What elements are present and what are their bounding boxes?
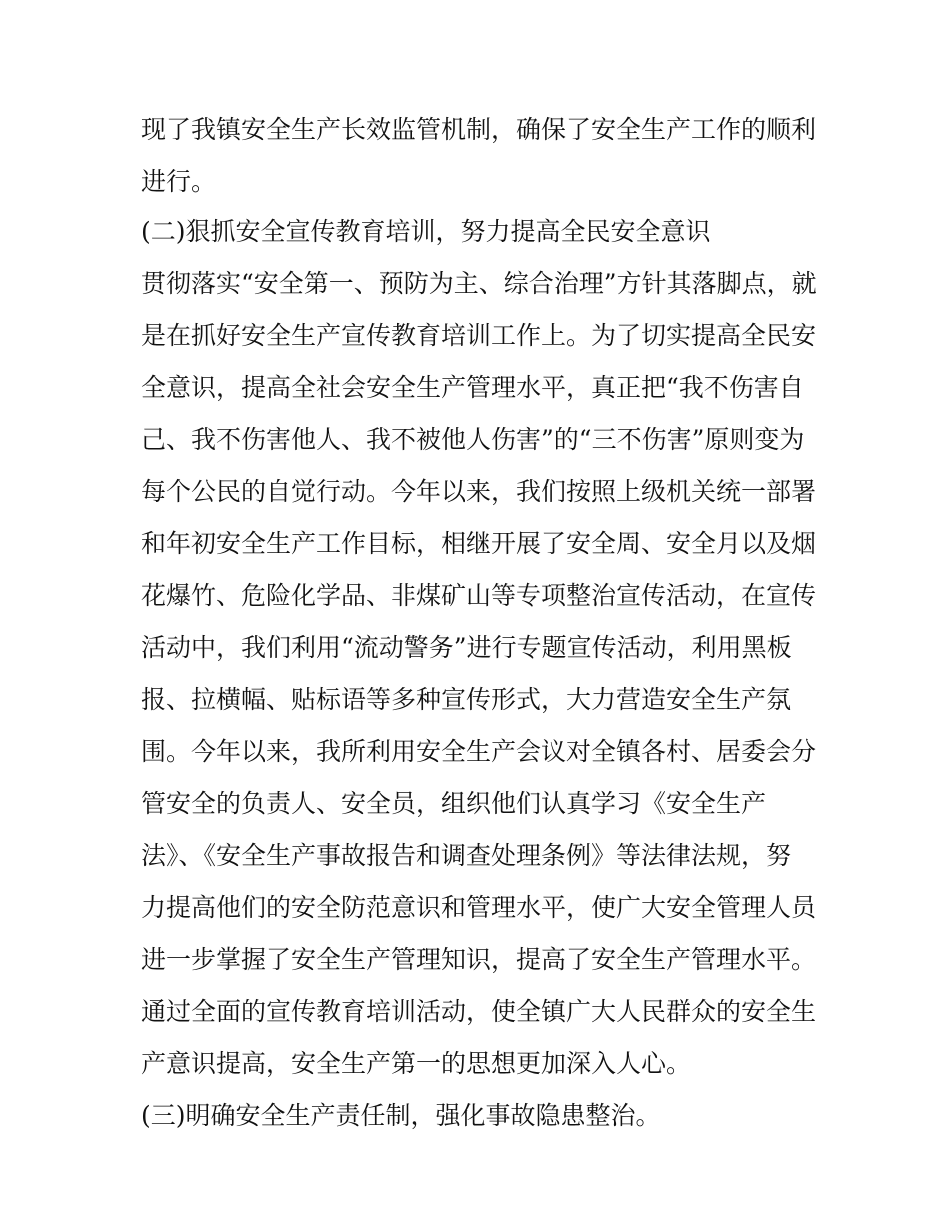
text-line: 己、我不伤害他人、我不被他人伤害”的“三不伤害”原则变为 — [141, 425, 805, 454]
text-line: 每个公民的自觉行动。今年以来，我们按照上级机关统一部署 — [141, 477, 817, 506]
text-line: 围。今年以来，我所利用安全生产会议对全镇各村、居委会分 — [141, 737, 817, 766]
text-line: 通过全面的宣传教育培训活动，使全镇广大人民群众的安全生 — [141, 997, 817, 1026]
text-line: 进行。 — [141, 167, 217, 196]
text-line: 报、拉横幅、贴标语等多种宣传形式，大力营造安全生产氛 — [141, 685, 792, 714]
text-line: 法》、《安全生产事故报告和调查处理条例》等法律法规，努 — [141, 841, 792, 870]
text-line: 产意识提高，安全生产第一的思想更加深入人心。 — [141, 1049, 692, 1078]
section-heading: (三)明确安全生产责任制，强化事故隐患整治。 — [141, 1101, 661, 1130]
text-line: 花爆竹、危险化学品、非煤矿山等专项整治宣传活动，在宣传 — [141, 581, 817, 610]
text-line: 是在抓好安全生产宣传教育培训工作上。为了切实提高全民安 — [141, 321, 817, 350]
text-line: 活动中，我们利用“流动警务”进行专题宣传活动，利用黑板 — [141, 633, 792, 662]
text-line: 贯彻落实“安全第一、预防为主、综合治理”方针其落脚点，就 — [141, 269, 817, 298]
text-line: 力提高他们的安全防范意识和管理水平，使广大安全管理人员 — [141, 893, 817, 922]
text-line: 进一步掌握了安全生产管理知识，提高了安全生产管理水平。 — [141, 945, 817, 974]
text-line: 全意识，提高全社会安全生产管理水平，真正把“我不伤害自 — [141, 373, 804, 402]
text-line: 和年初安全生产工作目标，相继开展了安全周、安全月以及烟 — [141, 529, 817, 558]
section-heading: (二)狠抓安全宣传教育培训，努力提高全民安全意识 — [141, 217, 711, 246]
text-line: 现了我镇安全生产长效监管机制，确保了安全生产工作的顺利 — [141, 115, 817, 144]
text-line: 管安全的负责人、安全员，组织他们认真学习《安全生产 — [141, 789, 767, 818]
